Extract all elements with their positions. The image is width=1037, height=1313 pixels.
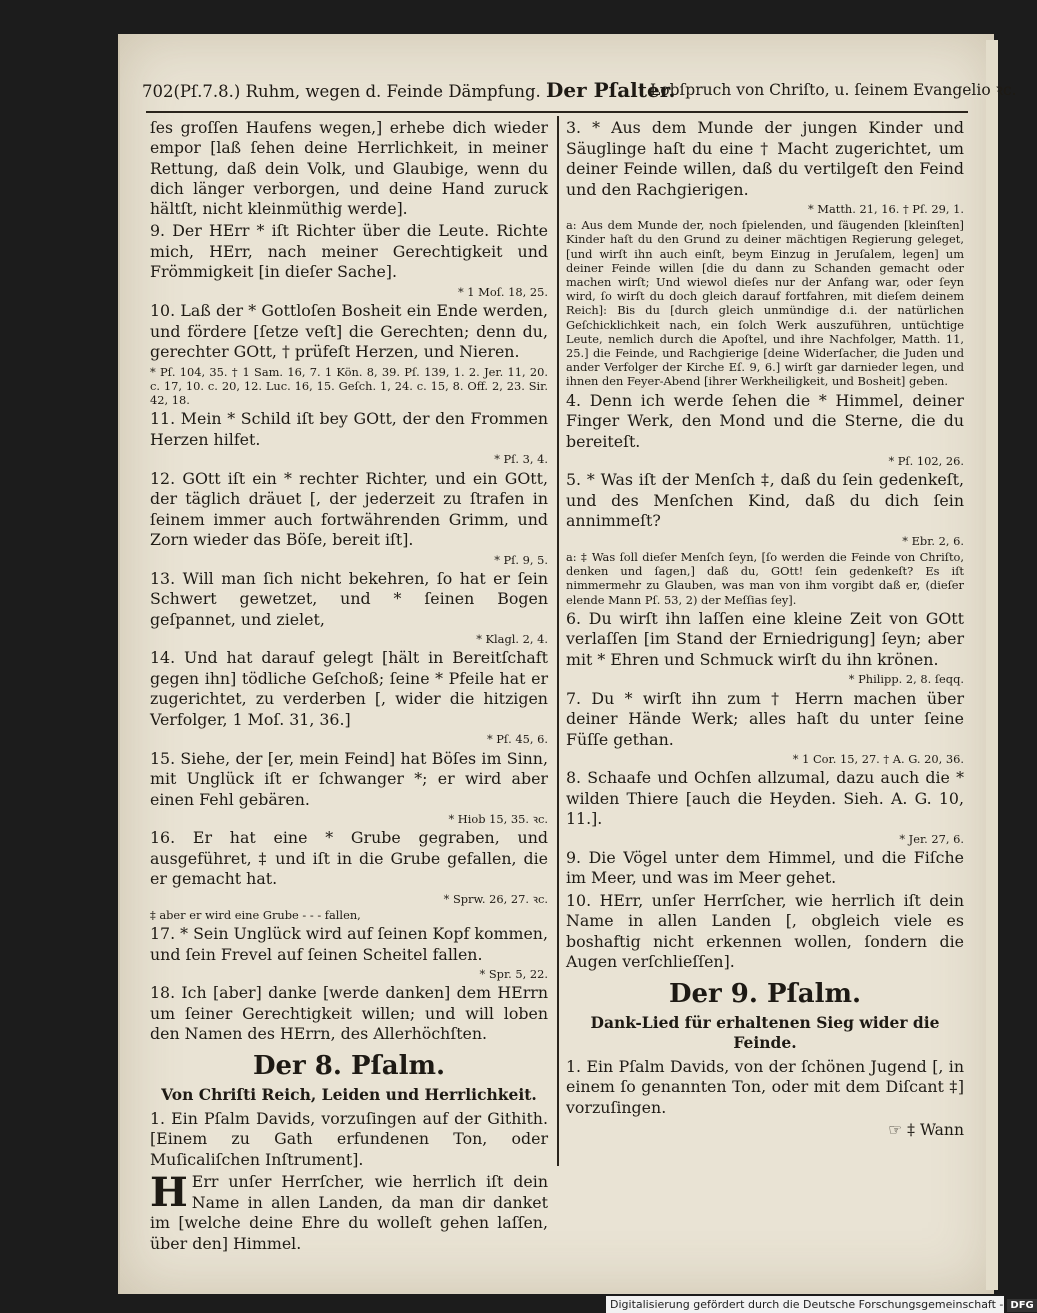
running-header	[142, 72, 1017, 112]
header-right: Lobſpruch von Chriſto, u. ſeinem Evangelio ꝛc.	[650, 81, 1017, 99]
verse-15-ref: * Hiob 15, 35. ꝛc.	[448, 812, 548, 827]
verse-12-ref: * Pſ. 9, 5.	[494, 552, 548, 567]
verse-16: 16. Er hat eine * Grube gegraben, und ausgeführet, ‡ und iſt in die Grube gefallen, die er gemacht hat.	[150, 828, 548, 889]
verse-10: 10. Laß der * Gottloſen Bosheit ein Ende werden, und fördere [ſetze veſt] die Gerechten; denn du, gerechter GOtt, † prüfeſt Herzen, und Nieren.	[150, 301, 548, 362]
verse-10-right: 10. HErr, unſer Herrſcher, wie herrlich iſt dein Name in allen Landen [, obgleich viele es boshaftig nicht erkennen wollen, ſondern die Augen verſchlieſſen].	[566, 890, 964, 972]
psalm-9-subtitle: Dank-Lied für erhaltenen Sieg wider die Feinde.	[590, 1012, 940, 1052]
verse-8: 8. Schaafe und Ochſen allzumal, dazu auch die * wilden Thiere [auch die Heyden. Sieh. A. G. 10, 11.].	[566, 768, 964, 829]
psalm-8-verse-1: 1. Ein Pſalm Davids, vorzuſingen auf der Githith. [Einem zu Gath erfundenen Ton, oder Muſicaliſchen Inſtrument].	[150, 1108, 548, 1169]
verse-5: 5. * Was iſt der Menſch ‡, daß du ſein gedenkeſt, und des Menſchen Kind, daß du dich ſein annimmeſt?	[566, 470, 964, 531]
verse-17-ref: * Spr. 5, 22.	[479, 967, 548, 982]
left-column	[150, 118, 548, 1256]
psalm-8-subtitle: Von Chriſti Reich, Leiden und Herrlichkeit.	[161, 1084, 537, 1104]
verse-6: 6. Du wirſt ihn laſſen eine kleine Zeit von GOtt verlaſſen [im Stand der Erniedrigung] ſeyn; aber mit * Ehren und Schmuck wirſt du ihn krönen.	[566, 608, 964, 669]
verse-5-note: a: ‡ Was ſoll dieſer Menſch ſeyn, [ſo werden die Feinde von Chriſto, denken und ſagen,] daß du, GOtt! ſein gedenkeſt? Es iſt nimmermehr zu Glauben, was man von ihm vorgibt daß er, (dieſer elende Mann Pſ. 53, 2) der Meſſias ſey].	[566, 550, 964, 607]
verse-18: 18. Ich [aber] danke [werde danken] dem HErrn um ſeiner Gerechtigkeit willen; und will loben den Namen des HErrn, des Allerhöchſten.	[150, 983, 548, 1044]
verse-3-note: a: Aus dem Munde der, noch ſpielenden, und ſäugenden [kleinſten] Kinder haſt du den Grund zu deiner mächtigen Regierung geleget, [und wirſt ihn auch einſt, beym Einzug in Jeruſalem, legen] um deiner Feinde willen [die du dann zu Schanden gemacht oder machen wirſt; Und wiewol dieſes nur der Anfang war, oder ſeyn wird, ſo wirſt du doch gleich darauf fortfahren, mit dieſem deinem Reich]: Bis du [durch gleich unmündige d.i. der natürlichen Geſchicklichkeit nach, ein ſolch Werk auszuführen, untüchtige Leute, nemlich durch die Apoſtel, und ihre Nachfolger, Matth. 11, 25.] die Feinde, und Rachgierige [deine Widerſacher, die Juden und ander Verfolger der Kirche Eſ. 9, 6.] wirſt gar darnieder legen, und ihnen den Feyer-Abend [ihrer Werkheiligkeit, und Bosheit] geben.	[566, 218, 964, 389]
verse-11-ref: * Pſ. 3, 4.	[494, 452, 548, 467]
verse-9-ref: * 1 Moſ. 18, 25.	[457, 284, 548, 299]
header-book-title: Der Pſalter.	[546, 78, 676, 102]
verse-14: 14. Und hat darauf gelegt [hält in Bereitſchaft gegen ihn] tödliche Geſchoß; ſeine * Pfeile hat er zugerichtet, zu verderben [, wider die hitzigen Verfolger, 1 Moſ. 31, 36.]	[150, 648, 548, 729]
verse-10-ref: * Pſ. 104, 35. † 1 Sam. 16, 7. 1 Kön. 8, 39. Pſ. 139, 1. 2. Jer. 11, 20. c. 17, 10. c. 20, 12. Luc. 16, 15. Geſch. 1, 24. c. 15, 8. Off. 2, 23. Sir. 42, 18.	[150, 364, 548, 408]
dfg-logo: DFG	[1007, 1299, 1036, 1312]
verse-9: 9. Der HErr * iſt Richter über die Leute. Richte mich, HErr, nach meiner Gerechtigkeit und Frömmigkeit [in dieſer Sache].	[150, 221, 548, 282]
verse-9-right: 9. Die Vögel unter dem Himmel, und die Fiſche im Meer, und was im Meer gehet.	[566, 847, 964, 888]
psalm-9-title: Der 9. Pſalm.	[668, 978, 862, 1009]
header-desc: Ruhm, wegen d. Feinde Dämpfung.	[245, 82, 541, 101]
page-number: 702	[142, 82, 174, 101]
header-rule	[146, 111, 968, 113]
verse-12: 12. GOtt iſt ein * rechter Richter, und ein GOtt, der täglich dräuet [, der jederzeit zu ſtrafen in ſeinem immer auch fortwährenden Grimm, und Zorn wieder das Böſe, bereit iſt].	[150, 468, 548, 549]
verse-3-ref: * Matth. 21, 16. † Pſ. 29, 1.	[807, 202, 964, 216]
header-left	[142, 78, 675, 102]
verse-7: 7. Du * wirſt ihn zum † Herrn machen über deiner Hände Werk; alles haſt du unter ſeine Füſſe gethan.	[566, 688, 964, 749]
psalm-9-verse-1: 1. Ein Pſalm Davids, von der ſchönen Jugend [, in einem ſo genannten Ton, oder mit dem Diſcant ‡] vorzuſingen.	[566, 1056, 964, 1117]
verse-13-ref: * Klagl. 2, 4.	[476, 632, 548, 647]
column-divider	[557, 116, 559, 1166]
digitization-footer	[606, 1296, 1034, 1313]
verse-14-ref: * Pſ. 45, 6.	[486, 732, 548, 747]
verse-13: 13. Will man ſich nicht bekehren, ſo hat er ſein Schwert gewetzet, und * ſeinen Bogen geſpannet, und zielet,	[150, 568, 548, 629]
footer-text: Digitalisierung gefördert durch die Deutsche Forschungsgemeinschaft -	[610, 1298, 1004, 1311]
drop-cap: H	[150, 1169, 188, 1217]
verse-8-ref: * Jer. 27, 6.	[899, 831, 964, 846]
verse-7-ref: * 1 Cor. 15, 27. † A. G. 20, 36.	[792, 752, 964, 767]
header-psalm-ref: (Pſ.7.8.)	[173, 82, 241, 101]
page-edge	[986, 40, 998, 1290]
catchword: ☞ ‡ Wann	[888, 1121, 964, 1140]
verse-3: 3. * Aus dem Munde der jungen Kinder und Säuglinge haſt du eine † Macht zugerichtet, um deiner Feinde willen, daß du vertilgeſt den Feind und den Rachgierigen.	[566, 118, 964, 199]
verse-16-note: ‡ aber er wird eine Grube - - - fallen,	[150, 908, 361, 923]
psalm-8-title: Der 8. Pſalm.	[252, 1050, 446, 1081]
verse-15: 15. Siehe, der [er, mein Feind] hat Böſes im Sinn, mit Unglück iſt er ſchwanger *; er wird aber einen Fehl gebären.	[150, 748, 548, 809]
verse-11: 11. Mein * Schild iſt bey GOtt, der den Frommen Herzen hilfet.	[150, 409, 548, 449]
verse-4-ref: * Pſ. 102, 26.	[888, 454, 964, 469]
verse-5-ref: * Ebr. 2, 6.	[902, 533, 964, 548]
verse-6-ref: * Philipp. 2, 8. ſeqq.	[848, 672, 964, 687]
verse-4: 4. Denn ich werde ſehen die * Himmel, deiner Finger Werk, den Mond und die Sterne, die du bereiteſt.	[566, 390, 964, 451]
verse-continuation: ſes groſſen Haufens wegen,] erhebe dich wieder empor [laß ſehen deine Herrlichkeit, in meiner Rettung, daß dein Volk, und Glaubige, wenn du dich länger verborgen, und deine Hand zuruck hältſt, nicht kleinmüthig werde].	[150, 119, 548, 219]
psalm-8-verse-2-text: Err unſer Herrſcher, wie herrlich iſt dein Name in allen Landen, da man dir danket im [welche deine Ehre du wolleſt gehen laſſen, über den] Himmel.	[150, 1172, 548, 1253]
psalm-8-verse-2	[150, 1169, 548, 1254]
right-column	[566, 118, 964, 1143]
verse-17: 17. * Sein Unglück wird auf ſeinen Kopf kommen, und ſein Frevel auf ſeinen Scheitel fallen.	[150, 924, 548, 964]
verse-16-ref: * Sprw. 26, 27. ꝛc.	[443, 891, 548, 906]
